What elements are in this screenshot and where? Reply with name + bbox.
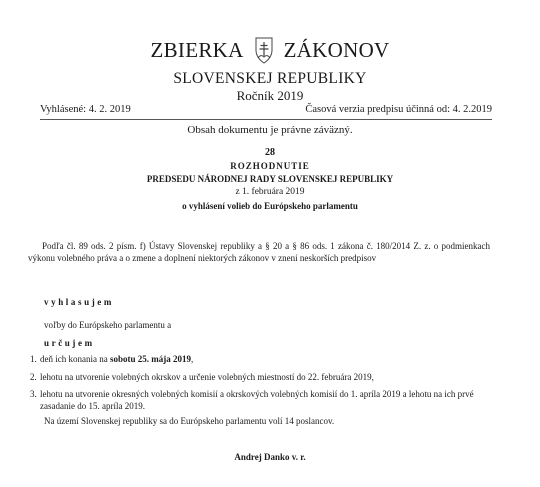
announced-date: Vyhlásené: 4. 2. 2019 — [40, 104, 131, 115]
list-item — [30, 372, 490, 384]
decree-type: ROZHODNUTIE — [230, 161, 310, 171]
provisions-list — [30, 354, 490, 418]
intro-paragraph: Podľa čl. 89 ods. 2 písm. f) Ústavy Slovenskej republiky a § 20 a § 86 ods. 1 zákona č. 180/2014 Z. z. o podmienkach výkonu volebného práva a o zmene a doplnení niektorých zákonov v znení neskorších predpisov — [28, 241, 490, 263]
determine-heading: určujem — [44, 338, 95, 348]
list-item-text: lehotu na utvorenie okresných volebných komisií a okrskových volebných komisií do 1. apríla 2019 a lehotu na ich prvé zasadanie do 15. apríla 2019. — [40, 389, 474, 411]
list-item-text: deň ich konania na sobotu 25. mája 2019, — [40, 354, 194, 364]
declare-object: voľby do Európskeho parlamentu a — [44, 320, 172, 330]
divider — [40, 119, 492, 120]
list-item-number: 1. — [30, 354, 37, 364]
list-item — [30, 354, 490, 366]
decree-issuer: PREDSEDU NÁRODNEJ RADY SLOVENSKEJ REPUBLIKY — [146, 174, 394, 184]
decree-subject: o vyhlásení volieb do Európskeho parlamentu — [182, 201, 358, 211]
publication-meta — [40, 104, 492, 115]
masthead-title-right: ZÁKONOV — [283, 37, 390, 62]
list-item — [30, 389, 490, 412]
list-item-number: 2. — [30, 371, 37, 382]
volume-year: Ročník 2019 — [236, 88, 304, 103]
closing-paragraph: Na území Slovenskej republiky sa do Európskeho parlamentu volí 14 poslancov. — [44, 416, 335, 426]
masthead — [0, 36, 540, 88]
decree-date: z 1. februára 2019 — [235, 187, 305, 197]
masthead-title-left: ZBIERKA — [150, 37, 244, 62]
signature: Andrej Danko v. r. — [234, 452, 306, 462]
list-item-text: lehotu na utvorenie volebných okrskov a určenie volebných miestností do 22. februára 2019, — [40, 371, 374, 382]
binding-note: Obsah dokumentu je právne záväzný. — [187, 124, 353, 136]
list-item-number: 3. — [30, 389, 37, 399]
decree-number: 28 — [265, 147, 275, 158]
effective-version: Časová verzia predpisu účinná od: 4. 2.2019 — [305, 104, 492, 115]
slovak-coat-of-arms-icon — [254, 36, 274, 64]
masthead-subtitle: SLOVENSKEJ REPUBLIKY — [173, 70, 367, 87]
declare-heading: vyhlasujem — [44, 297, 115, 307]
